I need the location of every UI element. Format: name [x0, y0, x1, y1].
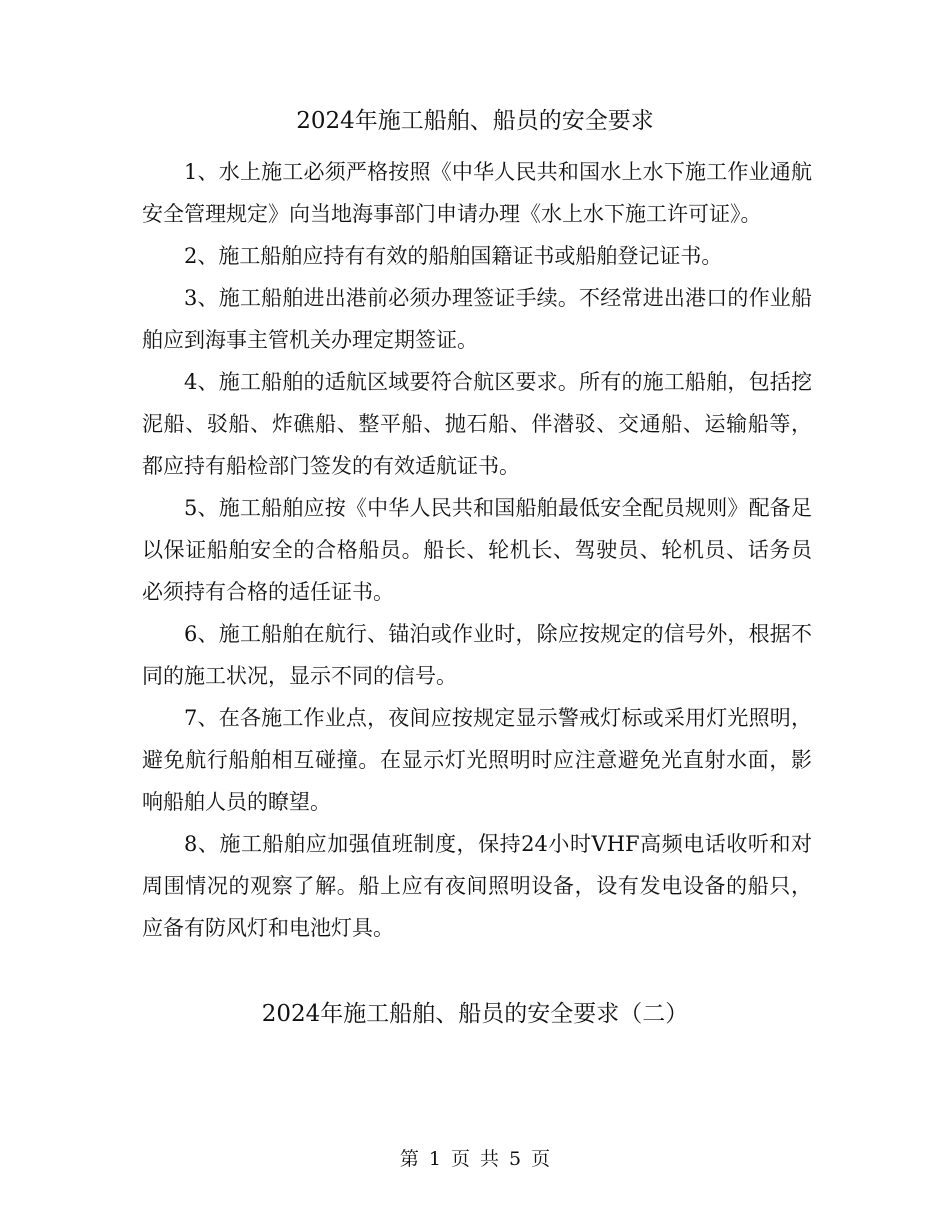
- paragraph-2: 2、施工船舶应持有有效的船舶国籍证书或船舶登记证书。: [184, 244, 723, 268]
- document-body: [142, 151, 812, 949]
- paragraph-6: 6、施工船舶在航行、锚泊或作业时，除应按规定的信号外，根据不同的施工状况，显示不同的信号。: [142, 622, 812, 688]
- section-subtitle: 2024年施工船舶、船员的安全要求（二）: [261, 1001, 689, 1027]
- paragraph-7: 7、在各施工作业点，夜间应按规定显示警戒灯标或采用灯光照明，避免航行船舶相互碰撞。在显示灯光照明时应注意避免光直射水面，影响船舶人员的瞭望。: [142, 706, 812, 814]
- page-number-footer: 第 1 页 共 5 页: [399, 1148, 551, 1170]
- paragraph-8: 8、施工船舶应加强值班制度，保持24小时VHF高频电话收听和对周围情况的观察了解。船上应有夜间照明设备，设有发电设备的船只，应备有防风灯和电池灯具。: [142, 832, 812, 940]
- paragraph-5: 5、施工船舶应按《中华人民共和国船舶最低安全配员规则》配备足以保证船舶安全的合格船员。船长、轮机长、驾驶员、轮机员、话务员必须持有合格的适任证书。: [142, 496, 812, 604]
- paragraph-3: 3、施工船舶进出港前必须办理签证手续。不经常进出港口的作业船舶应到海事主管机关办理定期签证。: [142, 286, 812, 352]
- paragraph-4: 4、施工船舶的适航区域要符合航区要求。所有的施工船舶，包括挖泥船、驳船、炸礁船、整平船、抛石船、伴潜驳、交通船、运输船等，都应持有船检部门签发的有效适航证书。: [142, 370, 812, 478]
- paragraph-1: 1、水上施工必须严格按照《中华人民共和国水上水下施工作业通航安全管理规定》向当地海事部门申请办理《水上水下施工许可证》。: [142, 160, 812, 226]
- document-title: 2024年施工船舶、船员的安全要求: [296, 108, 654, 134]
